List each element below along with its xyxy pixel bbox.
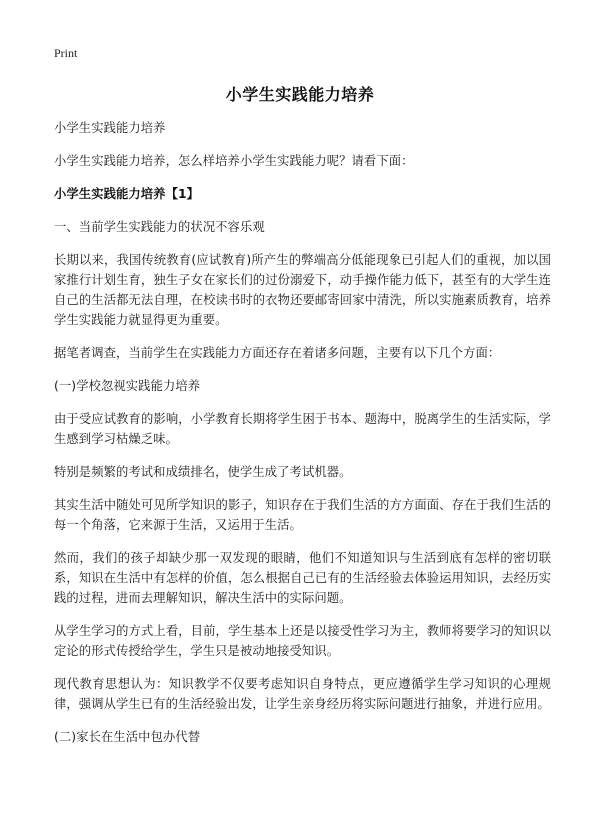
paragraph-intro: 小学生实践能力培养，怎么样培养小学生实践能力呢？请看下面： <box>54 154 414 168</box>
paragraph: 从学生学习的方式上看，目前，学生基本上还是以接受性学习为主，教师将要学习的知识以定论的形式传授给学生，学生只是被动地接受知识。 <box>54 624 551 658</box>
paragraph: 长期以来，我国传统教育(应试教育)所产生的弊端高分低能现象已引起人们的重视，加以国家推行计划生育，独生子女在家长们的过份溺爱下，动手操作能力低下，甚至有的大学生连自己的生活都无法自理，在校读书时的衣物还要邮寄回家中清洗，所以实施素质教育，培养学生实践能力就显得更为重要。 <box>54 253 551 327</box>
paragraph: 由于受应试教育的影响，小学教育长期将学生困于书本、题海中，脱离学生的生活实际，学生感到学习枯燥乏味。 <box>54 412 551 446</box>
subsection-heading: 一、当前学生实践能力的状况不容乐观 <box>54 220 265 234</box>
paragraph: 其实生活中随处可见所学知识的影子，知识存在于我们生活的方方面面、存在于我们生活的每一个角落，它来源于生活，又运用于生活。 <box>54 498 551 532</box>
paragraph: 据笔者调查，当前学生在实践能力方面还存在着诸多问题，主要有以下几个方面： <box>54 346 501 360</box>
print-link[interactable]: Print <box>54 46 78 60</box>
subsection-heading: (一)学校忽视实践能力培养 <box>54 379 201 393</box>
paragraph: 现代教育思想认为：知识教学不仅要考虑知识自身特点，更应遵循学生学习知识的心理规律，强调从学生已有的生活经验出发，让学生亲身经历将实际问题进行抽象，并进行应用。 <box>54 677 551 711</box>
paragraph: 然而，我们的孩子却缺少那一双发现的眼睛，他们不知道知识与生活到底有怎样的密切联系，知识在生活中有怎样的价值，怎么根据自己已有的生活经验去体验运用知识，去经历实践的过程，进而去理解知识，解决生活中的实际问题。 <box>54 551 551 605</box>
section-heading: 小学生实践能力培养【1】 <box>54 187 200 201</box>
paragraph: 特别是频繁的考试和成绩排名，使学生成了考试机器。 <box>54 465 352 479</box>
article-body <box>54 118 551 760</box>
page-title: 小学生实践能力培养 <box>225 85 375 104</box>
paragraph-subtitle: 小学生实践能力培养 <box>54 121 166 135</box>
subsection-heading: (二)家长在生活中包办代替 <box>54 730 201 744</box>
